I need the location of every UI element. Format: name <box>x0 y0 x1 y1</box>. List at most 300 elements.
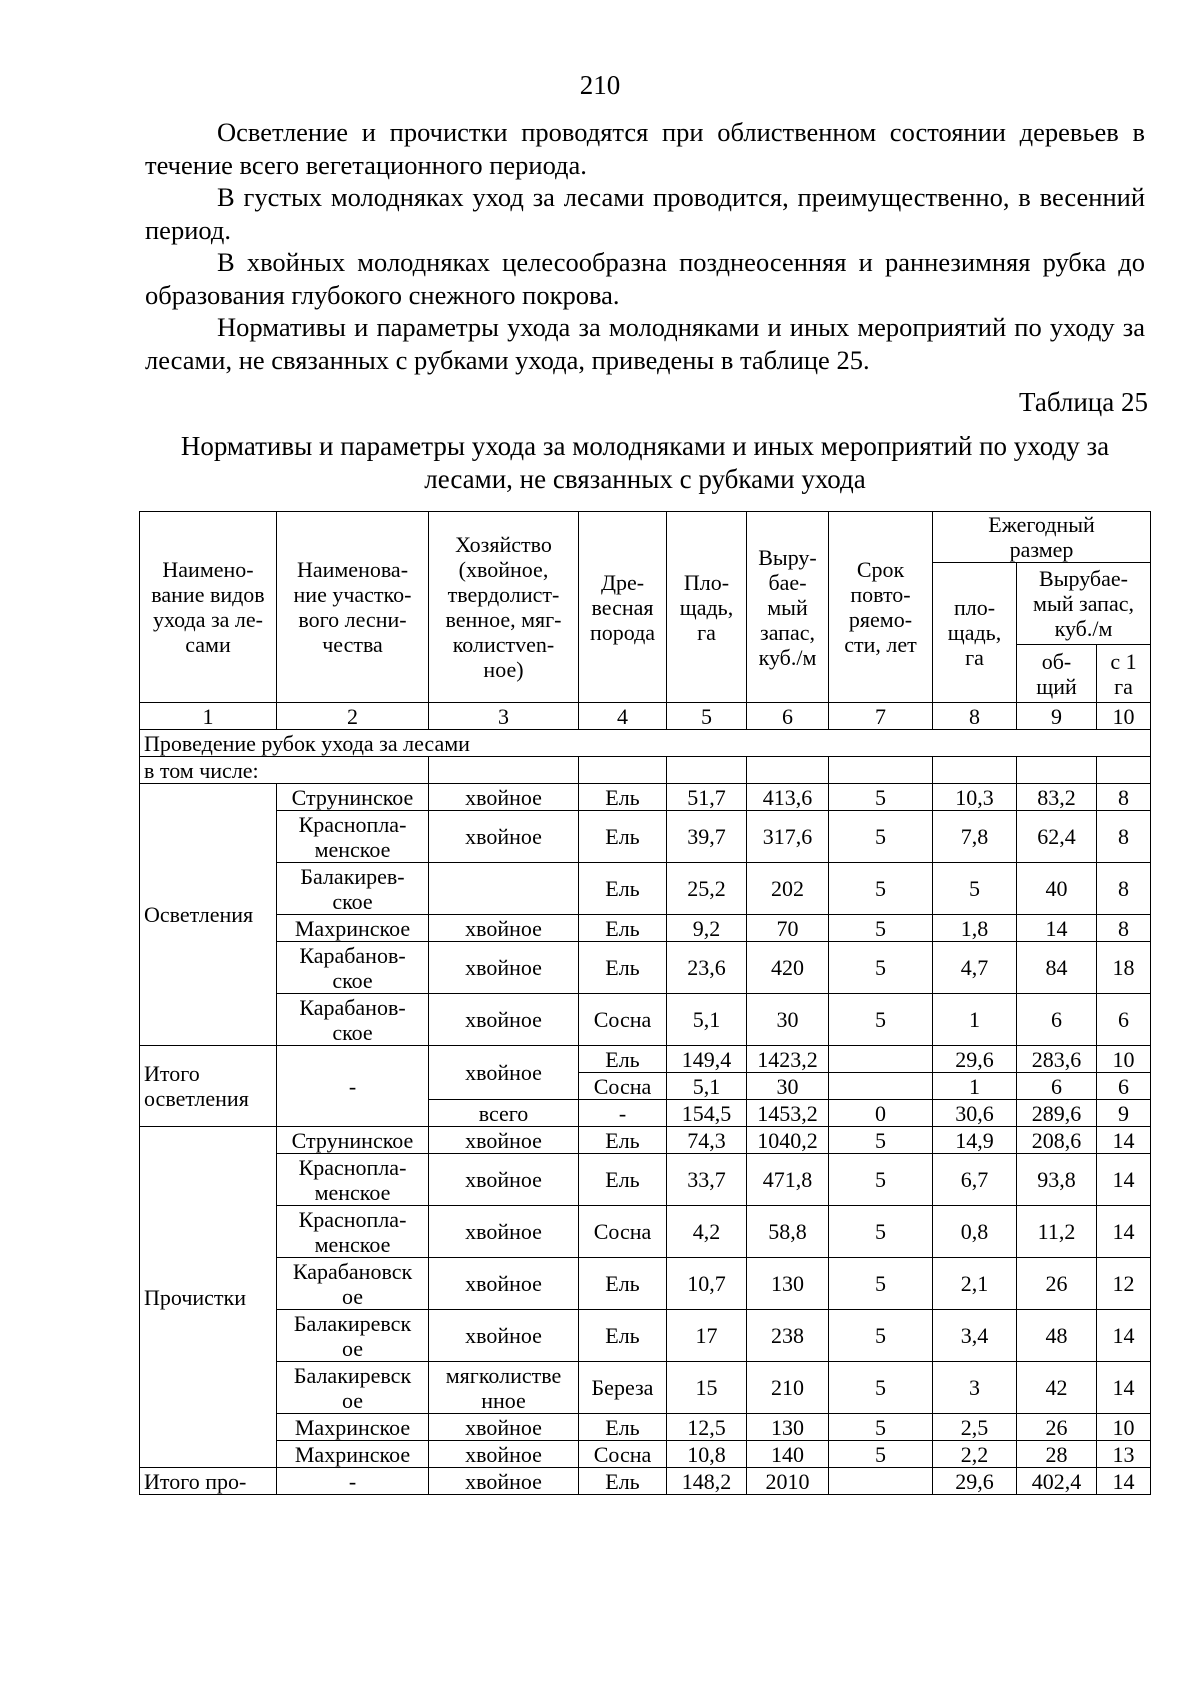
empty-cell <box>747 757 829 784</box>
table-row <box>140 1258 1151 1310</box>
cell-line: щий <box>1036 673 1077 699</box>
cell-line: осветления <box>144 1086 249 1111</box>
cell-line: хвойное <box>465 1323 542 1348</box>
area-cell: 25,2 <box>667 863 747 915</box>
empty-cell <box>579 757 667 784</box>
annual-per-ha-cell: 14 <box>1097 1154 1151 1206</box>
annual-volume-cell: 6 <box>1017 1073 1097 1100</box>
annual-volume-cell: 83,2 <box>1017 784 1097 811</box>
area-cell: 10,7 <box>667 1258 747 1310</box>
annual-area-cell: 10,3 <box>933 784 1017 811</box>
farm-cell: хвойное <box>429 1468 579 1495</box>
annual-volume-cell: 11,2 <box>1017 1206 1097 1258</box>
cell-line: Краснопла- <box>298 811 407 837</box>
annual-area-cell: 1,8 <box>933 915 1017 942</box>
annual-volume-cell: 26 <box>1017 1414 1097 1441</box>
table-row <box>140 811 1151 863</box>
cell-line: Итого <box>144 1061 200 1086</box>
paragraph: В хвойных молодняках целесообразна позднеосенняя и раннезимняя рубка до образования глубокого снежного покрова. <box>145 247 1145 310</box>
forestry-cell <box>277 1362 429 1414</box>
header-cell <box>1017 645 1097 703</box>
species-cell: Ель <box>579 1127 667 1154</box>
annual-area-cell: 2,5 <box>933 1414 1017 1441</box>
total-label-cell: Итого про- <box>140 1468 277 1495</box>
farm-cell <box>429 942 579 994</box>
volume-cell: 420 <box>747 942 829 994</box>
period-cell <box>829 1073 933 1100</box>
annual-per-ha-cell: 18 <box>1097 942 1151 994</box>
annual-volume-cell: 28 <box>1017 1441 1097 1468</box>
cell-line: Махринское <box>294 1414 411 1440</box>
annual-per-ha-cell: 10 <box>1097 1414 1151 1441</box>
cell-line: хвойное <box>465 955 542 980</box>
annual-area-cell: 14,9 <box>933 1127 1017 1154</box>
annual-area-cell: 7,8 <box>933 811 1017 863</box>
page-number: 210 <box>579 70 621 100</box>
empty-cell <box>1097 757 1151 784</box>
header-cell <box>1017 563 1151 645</box>
volume-cell: 238 <box>747 1310 829 1362</box>
annual-volume-cell: 208,6 <box>1017 1127 1097 1154</box>
area-cell: 12,5 <box>667 1414 747 1441</box>
annual-volume-cell: 14 <box>1017 915 1097 942</box>
cell-line: колистven- <box>452 632 555 657</box>
area-cell: 33,7 <box>667 1154 747 1206</box>
volume-cell: 413,6 <box>747 784 829 811</box>
cell-line: Пло- <box>683 569 730 595</box>
species-cell: Ель <box>579 1310 667 1362</box>
volume-cell: 471,8 <box>747 1154 829 1206</box>
species-cell: Ель <box>579 811 667 863</box>
farm-cell <box>429 1258 579 1310</box>
cell-line: Балакиревск <box>293 1310 412 1336</box>
cell-line: ухода за ле- <box>152 607 263 632</box>
cell-line: мый <box>767 594 808 620</box>
annual-area-cell: 3,4 <box>933 1310 1017 1362</box>
period-cell: 5 <box>829 942 933 994</box>
cell-line: Карабановск <box>292 1258 413 1284</box>
cell-line: вание видов <box>151 582 265 607</box>
column-number: 3 <box>429 703 579 730</box>
header-cell <box>579 512 667 703</box>
species-cell: Сосна <box>579 1206 667 1258</box>
farm-cell <box>429 1154 579 1206</box>
total-row <box>140 1046 1151 1073</box>
forestry-cell <box>277 1441 429 1468</box>
cell-line: Махринское <box>294 1441 411 1467</box>
annual-area-cell: 29,6 <box>933 1046 1017 1073</box>
header-cell <box>277 512 429 703</box>
farm-cell <box>429 811 579 863</box>
period-cell: 5 <box>829 1154 933 1206</box>
cell-line: Дре- <box>600 569 645 595</box>
cell-line: мягколистве <box>445 1362 562 1388</box>
annual-volume-cell: 48 <box>1017 1310 1097 1362</box>
cell-line: сами <box>185 632 231 657</box>
header-cell <box>140 512 277 703</box>
forestry-cell <box>277 915 429 942</box>
subsection-label: в том числе: <box>140 757 429 784</box>
annual-volume-cell: 42 <box>1017 1362 1097 1414</box>
body-text <box>145 116 1145 376</box>
cell-line: Балакирев- <box>300 863 405 889</box>
paragraph: В густых молодняках уход за лесами проводится, преимущественно, в весенний период. <box>145 182 1145 245</box>
volume-cell: 30 <box>747 1073 829 1100</box>
volume-cell: 58,8 <box>747 1206 829 1258</box>
cell-line: (хвойное, <box>458 557 549 582</box>
species-cell: Ель <box>579 942 667 994</box>
cell-line: ое <box>341 1283 364 1309</box>
header-cell <box>747 512 829 703</box>
header-cell <box>933 512 1151 563</box>
annual-area-cell: 1 <box>933 1073 1017 1100</box>
cell-line: Краснопла- <box>298 1154 407 1180</box>
volume-cell: 30 <box>747 994 829 1046</box>
cell-line: Хозяйство <box>455 532 552 557</box>
cell-line: Ежегодный <box>988 512 1095 537</box>
table-row <box>140 1362 1151 1414</box>
cell-line: Струнинское <box>291 784 414 810</box>
cell-line: ое <box>341 1387 364 1413</box>
table-title <box>145 430 1145 496</box>
cell-line: ское <box>332 1019 373 1045</box>
period-cell: 5 <box>829 1127 933 1154</box>
header-cell <box>1097 645 1151 703</box>
annual-volume-cell: 283,6 <box>1017 1046 1097 1073</box>
area-cell: 10,8 <box>667 1441 747 1468</box>
column-number: 10 <box>1097 703 1151 730</box>
cell-line: хвойное <box>465 915 542 941</box>
cell-line: менское <box>314 1231 391 1257</box>
column-number: 9 <box>1017 703 1097 730</box>
section-row <box>140 730 1151 757</box>
table-row <box>140 1154 1151 1206</box>
cell-line: ние участко- <box>293 582 412 607</box>
empty-cell <box>933 757 1017 784</box>
cell-line: хвойное <box>465 1441 542 1467</box>
period-cell: 5 <box>829 784 933 811</box>
cell-line: мый запас, <box>1033 591 1134 616</box>
table-row <box>140 784 1151 811</box>
forestry-cell: - <box>277 1046 429 1127</box>
table-row <box>140 915 1151 942</box>
annual-per-ha-cell: 9 <box>1097 1100 1151 1127</box>
annual-area-cell: 2,2 <box>933 1441 1017 1468</box>
annual-per-ha-cell: 14 <box>1097 1468 1151 1495</box>
cell-line: хвойное <box>465 1219 542 1244</box>
annual-per-ha-cell: 13 <box>1097 1441 1151 1468</box>
cell-line: вого лесни- <box>298 607 407 632</box>
farm-cell <box>429 1310 579 1362</box>
farm-cell <box>429 784 579 811</box>
cell-line: венное, мяг- <box>445 607 562 632</box>
species-cell: Ель <box>579 1046 667 1073</box>
cell-line: нное <box>481 1387 526 1413</box>
period-cell: 5 <box>829 1310 933 1362</box>
cell-line: об- <box>1041 648 1072 674</box>
farm-cell: хвойное <box>429 1046 579 1100</box>
cell-line: весная <box>591 594 654 620</box>
cell-line: га <box>1114 673 1133 699</box>
species-cell: - <box>579 1100 667 1127</box>
farm-cell <box>429 1127 579 1154</box>
volume-cell: 140 <box>747 1441 829 1468</box>
cell-line: куб./м <box>758 644 817 670</box>
forestry-cell <box>277 994 429 1046</box>
forestry-cell <box>277 811 429 863</box>
area-cell: 17 <box>667 1310 747 1362</box>
table-row <box>140 863 1151 915</box>
empty-cell <box>667 757 747 784</box>
area-cell: 23,6 <box>667 942 747 994</box>
cell-line: Струнинское <box>291 1127 414 1153</box>
period-cell: 5 <box>829 1206 933 1258</box>
annual-volume-cell: 40 <box>1017 863 1097 915</box>
annual-area-cell: 6,7 <box>933 1154 1017 1206</box>
volume-cell: 2010 <box>747 1468 829 1495</box>
forestry-cell <box>277 1127 429 1154</box>
cell-line: хвойное <box>465 1414 542 1440</box>
species-cell: Береза <box>579 1362 667 1414</box>
annual-per-ha-cell: 6 <box>1097 1073 1151 1100</box>
area-cell: 39,7 <box>667 811 747 863</box>
column-number: 2 <box>277 703 429 730</box>
area-cell: 149,4 <box>667 1046 747 1073</box>
farm-cell <box>429 915 579 942</box>
area-cell: 15 <box>667 1362 747 1414</box>
forestry-cell <box>277 1206 429 1258</box>
species-cell: Сосна <box>579 1073 667 1100</box>
annual-volume-cell: 402,4 <box>1017 1468 1097 1495</box>
volume-cell: 130 <box>747 1258 829 1310</box>
subsection-row <box>140 757 1151 784</box>
farm-cell <box>429 1206 579 1258</box>
period-cell <box>829 1468 933 1495</box>
cell-line: пло- <box>953 595 996 620</box>
period-cell: 5 <box>829 1362 933 1414</box>
species-cell: Ель <box>579 863 667 915</box>
area-cell: 148,2 <box>667 1468 747 1495</box>
annual-area-cell: 1 <box>933 994 1017 1046</box>
table-row <box>140 994 1151 1046</box>
cell-line: га <box>965 645 984 670</box>
annual-volume-cell: 289,6 <box>1017 1100 1097 1127</box>
annual-area-cell: 0,8 <box>933 1206 1017 1258</box>
cell-line: куб./м <box>1054 616 1113 641</box>
annual-area-cell: 4,7 <box>933 942 1017 994</box>
period-cell: 5 <box>829 994 933 1046</box>
cell-line: Краснопла- <box>298 1206 407 1232</box>
empty-cell <box>829 757 933 784</box>
cell-line: Наимено- <box>162 557 254 582</box>
area-cell: 74,3 <box>667 1127 747 1154</box>
care-type-cell: Осветления <box>140 784 277 1046</box>
empty-cell <box>1017 757 1097 784</box>
total-label-cell <box>140 1046 277 1127</box>
annual-per-ha-cell: 14 <box>1097 1310 1151 1362</box>
volume-cell: 1040,2 <box>747 1127 829 1154</box>
cell-line: бае- <box>768 569 807 595</box>
annual-per-ha-cell: 14 <box>1097 1206 1151 1258</box>
period-cell: 5 <box>829 1258 933 1310</box>
table-row <box>140 1441 1151 1468</box>
column-number: 6 <box>747 703 829 730</box>
forestry-cell <box>277 1414 429 1441</box>
forestry-cell <box>277 942 429 994</box>
volume-cell: 130 <box>747 1414 829 1441</box>
forestry-cell <box>277 784 429 811</box>
table-body <box>140 512 1151 1495</box>
forestry-cell: - <box>277 1468 429 1495</box>
empty-cell <box>429 757 579 784</box>
cell-line: Махринское <box>294 915 411 941</box>
header-cell <box>429 512 579 703</box>
species-cell: Ель <box>579 1258 667 1310</box>
table-label: Таблица 25 <box>1019 387 1148 417</box>
cell-line: размер <box>1009 537 1074 562</box>
volume-cell: 202 <box>747 863 829 915</box>
annual-volume-cell: 6 <box>1017 994 1097 1046</box>
cell-line: щадь, <box>947 620 1002 645</box>
forestry-cell <box>277 863 429 915</box>
table-row <box>140 942 1151 994</box>
cell-line: хвойное <box>465 1167 542 1192</box>
cell-line: хвойное <box>465 1271 542 1296</box>
cell-line: га <box>697 619 716 645</box>
cell-line: менское <box>314 836 391 862</box>
column-number-row <box>140 703 1151 730</box>
annual-per-ha-cell: 6 <box>1097 994 1151 1046</box>
area-cell: 154,5 <box>667 1100 747 1127</box>
table-row <box>140 1127 1151 1154</box>
column-number: 5 <box>667 703 747 730</box>
annual-volume-cell: 62,4 <box>1017 811 1097 863</box>
forestry-cell <box>277 1154 429 1206</box>
cell-line: Наименова- <box>296 557 409 582</box>
annual-per-ha-cell: 14 <box>1097 1127 1151 1154</box>
area-cell: 9,2 <box>667 915 747 942</box>
column-number: 8 <box>933 703 1017 730</box>
forestry-cell <box>277 1310 429 1362</box>
farm-cell <box>429 863 579 915</box>
volume-cell: 210 <box>747 1362 829 1414</box>
annual-per-ha-cell: 8 <box>1097 915 1151 942</box>
period-cell: 5 <box>829 863 933 915</box>
table-row <box>140 1206 1151 1258</box>
cell-line: хвойное <box>465 784 542 810</box>
species-cell: Сосна <box>579 994 667 1046</box>
forestry-cell <box>277 1258 429 1310</box>
annual-area-cell: 5 <box>933 863 1017 915</box>
farm-cell <box>429 1441 579 1468</box>
header-cell <box>933 563 1017 703</box>
total-row <box>140 1468 1151 1495</box>
annual-area-cell: 2,1 <box>933 1258 1017 1310</box>
table-title-line: лесами, не связанных с рубками ухода <box>424 464 866 494</box>
volume-cell: 317,6 <box>747 811 829 863</box>
cell-line: ское <box>332 967 373 993</box>
table-title-line: Нормативы и параметры ухода за молодняками и иных мероприятий по уходу за <box>180 431 1110 461</box>
volume-cell: 1453,2 <box>747 1100 829 1127</box>
column-number: 7 <box>829 703 933 730</box>
table-row <box>140 1414 1151 1441</box>
species-cell: Сосна <box>579 1441 667 1468</box>
volume-cell: 70 <box>747 915 829 942</box>
area-cell: 4,2 <box>667 1206 747 1258</box>
species-cell: Ель <box>579 915 667 942</box>
annual-per-ha-cell: 12 <box>1097 1258 1151 1310</box>
care-type-cell: Прочистки <box>140 1127 277 1468</box>
header-cell <box>829 512 933 703</box>
paragraph: Нормативы и параметры ухода за молодняками и иных мероприятий по уходу за лесами, не связанных с рубками ухода, приведены в таблице 25. <box>145 312 1145 375</box>
cell-line: твердолист- <box>447 582 560 607</box>
period-cell: 5 <box>829 915 933 942</box>
period-cell: 0 <box>829 1100 933 1127</box>
species-cell: Ель <box>579 1154 667 1206</box>
annual-volume-cell: 84 <box>1017 942 1097 994</box>
area-cell: 51,7 <box>667 784 747 811</box>
cell-line: порода <box>589 619 656 645</box>
farm-cell <box>429 1414 579 1441</box>
period-cell: 5 <box>829 1414 933 1441</box>
annual-area-cell: 3 <box>933 1362 1017 1414</box>
annual-per-ha-cell: 8 <box>1097 811 1151 863</box>
species-cell: Ель <box>579 1468 667 1495</box>
period-cell <box>829 1046 933 1073</box>
cell-line: щадь, <box>679 594 734 620</box>
cell-line: Балакиревск <box>293 1362 412 1388</box>
cell-line: Выру- <box>758 544 817 570</box>
cell-line: запас, <box>760 619 815 645</box>
annual-volume-cell: 26 <box>1017 1258 1097 1310</box>
cell-line: Карабанов- <box>299 994 406 1020</box>
annual-per-ha-cell: 10 <box>1097 1046 1151 1073</box>
cell-line: ное) <box>483 657 524 682</box>
period-cell: 5 <box>829 1441 933 1468</box>
cell-line: Срок <box>856 557 905 582</box>
paragraph: Осветление и прочистки проводятся при облиственном состоянии деревьев в течение всего вегетационного периода. <box>145 117 1145 180</box>
species-cell: Ель <box>579 784 667 811</box>
cell-line: ряемо- <box>848 607 913 632</box>
annual-per-ha-cell: 14 <box>1097 1362 1151 1414</box>
cell-line: Карабанов- <box>299 942 406 968</box>
data-table <box>139 511 1151 1495</box>
annual-area-cell: 30,6 <box>933 1100 1017 1127</box>
header-cell <box>667 512 747 703</box>
annual-area-cell: 29,6 <box>933 1468 1017 1495</box>
cell-line: хвойное <box>465 824 542 849</box>
column-number: 4 <box>579 703 667 730</box>
area-cell: 5,1 <box>667 994 747 1046</box>
cell-line: ское <box>332 888 373 914</box>
annual-per-ha-cell: 8 <box>1097 863 1151 915</box>
volume-cell: 1423,2 <box>747 1046 829 1073</box>
farm-cell: всего <box>429 1100 579 1127</box>
cell-line: повто- <box>850 582 911 607</box>
table-row <box>140 1310 1151 1362</box>
header-row <box>140 512 1151 563</box>
annual-per-ha-cell: 8 <box>1097 784 1151 811</box>
cell-line: менское <box>314 1179 391 1205</box>
period-cell: 5 <box>829 811 933 863</box>
cell-line: чества <box>322 632 383 657</box>
farm-cell <box>429 1362 579 1414</box>
species-cell: Ель <box>579 1414 667 1441</box>
annual-volume-cell: 93,8 <box>1017 1154 1097 1206</box>
farm-cell <box>429 994 579 1046</box>
cell-line: ое <box>341 1335 364 1361</box>
cell-line: Вырубае- <box>1039 566 1128 591</box>
